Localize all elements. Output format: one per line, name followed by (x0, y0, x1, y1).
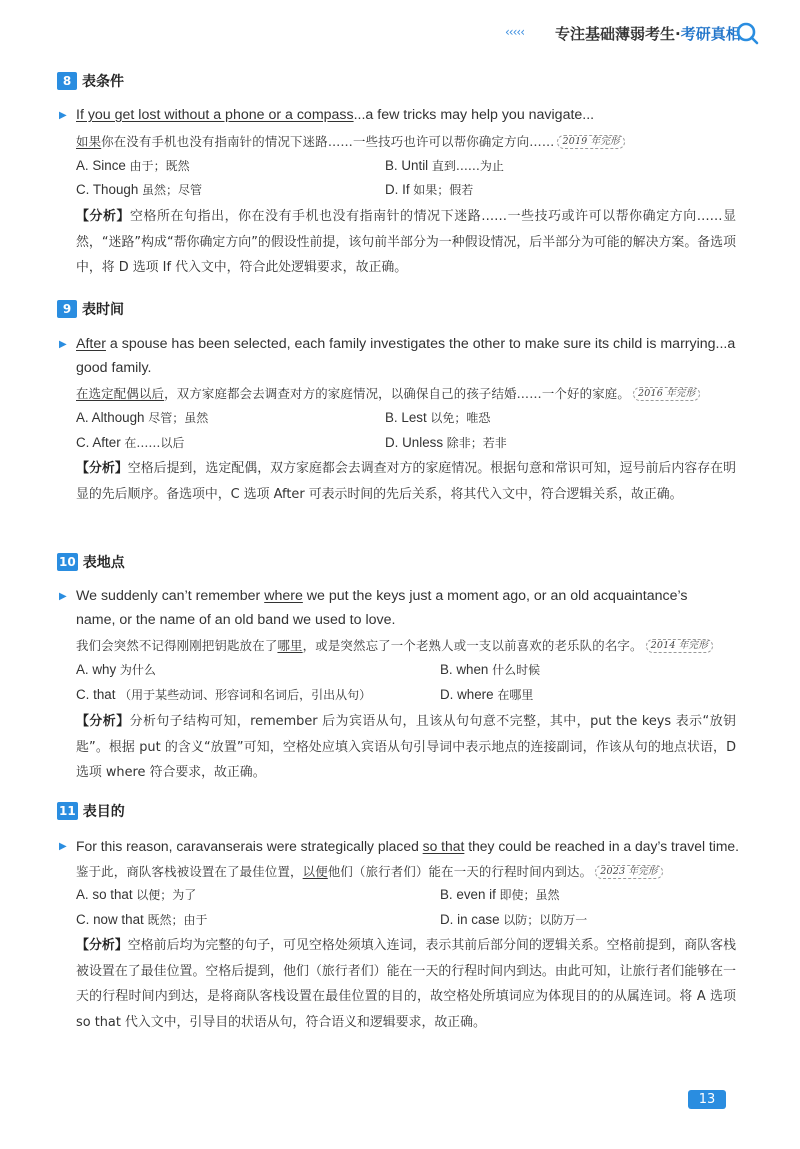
option-b: B. Lest 以免；唯恐 (385, 410, 491, 425)
analysis: 【分析】空格后提到，选定配偶，双方家庭都会去调查对方的家庭情况。根据句意和常识可知，逗号前后内容存在明显的先后顺序。备选项中，C 选项 After 可表示时间的先后关系，将其代入文中，符合逻辑关系，故正确。 (76, 461, 737, 502)
keyword: If you get lost without a phone or a compass (76, 107, 354, 123)
example-sentence-en-line2: name, or the name of an old band we used to love. (76, 612, 396, 628)
section-number: 10 (59, 555, 76, 569)
option-a: A. Although 尽管；虽然 (76, 410, 209, 425)
section-number: 11 (59, 804, 76, 818)
option-c: C. Though 虽然；尽管 (76, 182, 203, 197)
option-a: A. Since 由于；既然 (76, 158, 190, 173)
keyword-cn: 如果 (76, 134, 102, 149)
keyword-cn: 哪里 (277, 638, 303, 653)
example-sentence-cn: 鉴于此，商队客栈被设置在了最佳位置，以便他们（旅行者们）能在一天的行程时间内到达。 2023 年完形 (76, 862, 663, 882)
example-sentence-en: We suddenly can’t remember where we put the keys just a moment ago, or an old acquaintance’s (76, 588, 688, 604)
example-sentence-en: If you get lost without a phone or a compass...a few tricks may help you navigate... (76, 107, 595, 123)
section-title: 表目的 (82, 804, 125, 820)
search-icon (735, 21, 759, 45)
option-a: A. so that 以便；为了 (76, 887, 197, 902)
header-title (555, 23, 741, 44)
year-tag: 2023 年完形 (595, 865, 662, 879)
section-10-heading (57, 552, 125, 572)
keyword-cn: 以便 (302, 864, 328, 879)
section-11-heading (57, 801, 125, 821)
bullet-icon: ▶ (59, 110, 67, 121)
bullet-icon: ▶ (59, 591, 67, 602)
keyword: so that (422, 838, 465, 854)
example-sentence-cn: 我们会突然不记得刚刚把钥匙放在了哪里，或是突然忘了一个老熟人或一支以前喜欢的老乐队的名字。 2014 年完形 (76, 636, 713, 656)
section-title: 表地点 (82, 555, 125, 571)
analysis: 【分析】分析句子结构可知，remember 后为宾语从句，且该从句句意不完整，其中，put the keys 表示“放钥匙”。根据 put 的含义“放置”可知，空格处应填入宾语从句引导词中表示地点的连接副词，作该从句的地点状语，D 选项 where 符合要求，故正确。 (76, 714, 736, 780)
example-sentence-en: For this reason, caravanserais were strategically placed so that they could be reached in a day’s travel time. (76, 838, 739, 854)
section-number: 8 (57, 72, 77, 90)
page-number: 13 (688, 1090, 726, 1109)
option-d: D. where 在哪里 (440, 687, 534, 702)
year-tag: 2014 年完形 (646, 639, 713, 653)
example-sentence-en: After a spouse has been selected, each family investigates the other to make sure its child is marrying...a (76, 336, 736, 352)
option-a: A. why 为什么 (76, 662, 156, 677)
option-c: C. that （用于某些动词、形容词和名词后，引出从句） (76, 687, 372, 702)
bullet-icon: ▶ (59, 339, 67, 350)
year-tag: 2019 年完形 (557, 135, 624, 149)
header-text-plain: 专注基础薄弱考生· (555, 25, 681, 43)
page-header (0, 22, 800, 52)
keyword-cn: 在选定配偶以后 (76, 386, 165, 401)
keyword: After (76, 336, 106, 352)
example-sentence-cn: 在选定配偶以后，双方家庭都会去调查对方的家庭情况，以确保自己的孩子结婚……一个好的家庭。 2016 年完形 (76, 384, 700, 404)
option-d: D. Unless 除非；若非 (385, 435, 507, 450)
section-title: 表时间 (82, 302, 124, 318)
header-text-highlight: 考研真相 (680, 25, 741, 43)
section-number: 9 (57, 300, 77, 318)
section-title: 表条件 (82, 74, 124, 90)
section-9-heading (57, 299, 124, 319)
example-sentence-en-line2: good family. (76, 360, 152, 376)
bullet-icon: ▶ (59, 841, 67, 852)
section-8-heading (57, 71, 124, 91)
keyword: where (264, 588, 303, 604)
option-b: B. even if 即使；虽然 (440, 887, 560, 902)
header-arrows: ‹‹‹‹‹ (505, 25, 524, 39)
analysis: 【分析】空格所在句指出，你在没有手机也没有指南针的情况下迷路……一些技巧或许可以帮你确定方向……显然，“迷路”构成“帮你确定方向”的假设性前提，该句前半部分为一种假设情况，后半部分为可能的解决方案。备选项中，将 D 选项 If 代入文中，符合此处逻辑要求，故正确。 (76, 209, 737, 275)
option-d: D. If 如果；假若 (385, 182, 474, 197)
option-b: B. when 什么时候 (440, 662, 541, 677)
option-b: B. Until 直到……为止 (385, 158, 504, 173)
option-c: C. After 在……以后 (76, 435, 185, 450)
example-sentence-cn: 如果你在没有手机也没有指南针的情况下迷路……一些技巧也许可以帮你确定方向…… 2019 年完形 (76, 132, 625, 152)
year-tag: 2016 年完形 (633, 387, 700, 401)
option-c: C. now that 既然；由于 (76, 912, 208, 927)
option-d: D. in case 以防；以防万一 (440, 912, 588, 927)
analysis: 【分析】空格前后均为完整的句子，可见空格处须填入连词，表示其前后部分间的逻辑关系。空格前提到，商队客栈被设置在了最佳位置。空格后提到，他们（旅行者们）能在一天的行程时间内到达。由此可知，让旅行者们能够在一天的行程时间内到达，是将商队客栈设置在最佳位置的目的，故空格处所填词应为体现目的的从属连词。将 A 选项 so that 代入文中，引导目的状语从句，符合语义和逻辑要求，故正确。 (76, 938, 737, 1030)
